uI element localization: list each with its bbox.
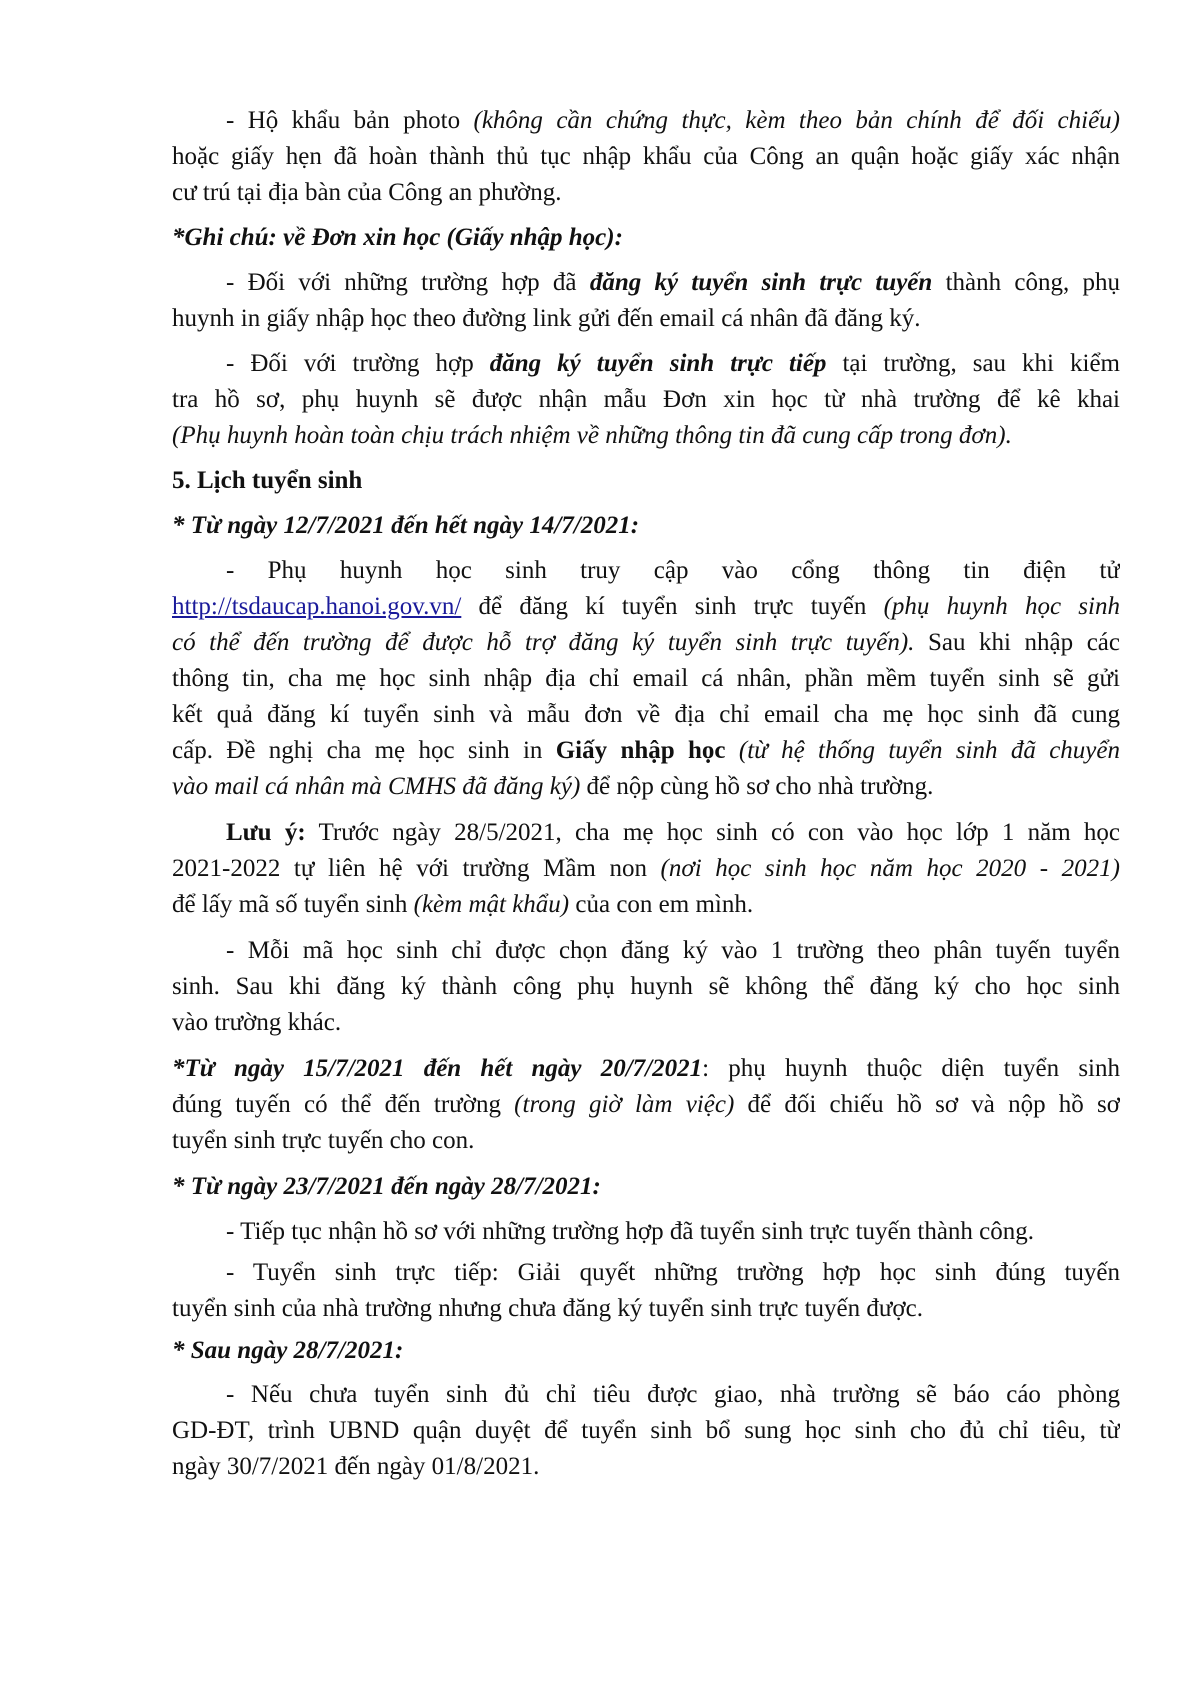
italic-note: (không cần chứng thực, kèm theo bản chính để đối chiếu) (473, 107, 1120, 134)
text: để đối chiếu hồ sơ và nộp hồ sơ (734, 1091, 1120, 1118)
household-line-2: hoặc giấy hẹn đã hoàn thành thủ tục nhập khẩu của Công an quận hoặc giấy xác nhận (172, 143, 1120, 170)
italic-note: (trong giờ làm việc) (514, 1091, 735, 1118)
note-online-line-1 (226, 264, 1120, 302)
text: Sau khi nhập các (914, 629, 1120, 656)
text: - Hộ khẩu bản photo (226, 107, 474, 134)
period-3-line-1: - Tiếp tục nhận hồ sơ với những trường hợp đã tuyển sinh trực tuyến thành công. (226, 1218, 1035, 1245)
text: - Đối với những trường hợp đã (226, 269, 590, 296)
household-line-3: cư trú tại địa bàn của Công an phường. (172, 179, 562, 206)
text: : phụ huynh thuộc diện tuyển sinh (702, 1055, 1120, 1082)
period-4-line-1: - Nếu chưa tuyển sinh đủ chỉ tiêu được giao, nhà trường sẽ báo cáo phòng (226, 1381, 1120, 1408)
text: để nộp cùng hồ sơ cho nhà trường. (580, 773, 934, 800)
text: 2021-2022 tự liên hệ với trường Mầm non (172, 855, 661, 882)
period-1-line-4: thông tin, cha mẹ học sinh nhập địa chỉ email cá nhân, phần mềm tuyển sinh sẽ gửi (172, 665, 1120, 692)
text: - Đối với trường hợp (226, 350, 490, 377)
note-label: Lưu ý: (226, 819, 306, 846)
emphasis: đăng ký tuyển sinh trực tiếp (489, 350, 827, 377)
text: thành công, phụ (932, 269, 1120, 296)
period-3-line-3: tuyển sinh của nhà trường nhưng chưa đăng ký tuyển sinh trực tuyến được. (172, 1295, 923, 1322)
note-line-3 (172, 886, 1120, 924)
period-2-title: *Từ ngày 15/7/2021 đến hết ngày 20/7/2021 (172, 1055, 703, 1082)
text: cấp. Đề nghị cha mẹ học sinh in (172, 737, 556, 764)
period-4-title: * Sau ngày 28/7/2021: (172, 1337, 404, 1364)
italic-note: (nơi học sinh học năm học 2020 - 2021) (660, 855, 1120, 882)
text: Trước ngày 28/5/2021, cha mẹ học sinh có con vào học lớp 1 năm học (305, 819, 1120, 846)
text: để đăng kí tuyển sinh trực tuyến (461, 593, 884, 620)
period-4-line-3: ngày 30/7/2021 đến ngày 01/8/2021. (172, 1453, 540, 1480)
period-1-line-2 (172, 588, 1120, 626)
emphasis: Giấy nhập học (555, 737, 726, 764)
period-1-title: * Từ ngày 12/7/2021 đến hết ngày 14/7/2021: (172, 512, 640, 539)
section-heading: 5. Lịch tuyển sinh (172, 467, 363, 494)
period-4-line-2: GD-ĐT, trình UBND quận duyệt để tuyển sinh bổ sung học sinh cho đủ chỉ tiêu, từ (172, 1417, 1120, 1444)
note-direct-line-3: (Phụ huynh hoàn toàn chịu trách nhiệm về những thông tin đã cung cấp trong đơn). (172, 422, 1012, 449)
italic-note: có thể đến trường để được hỗ trợ đăng ký tuyển sinh trực tuyến). (172, 629, 915, 656)
italic-note: (từ hệ thống tuyển sinh đã chuyển (725, 737, 1120, 764)
note-direct-line-2: tra hồ sơ, phụ huynh sẽ được nhận mẫu Đơn xin học từ nhà trường để kê khai (172, 386, 1120, 413)
note-line-2 (172, 850, 1120, 888)
note-direct-line-1 (226, 345, 1120, 383)
code-line-3: vào trường khác. (172, 1009, 342, 1036)
period-1-line-6 (172, 732, 1120, 770)
period-3-title: * Từ ngày 23/7/2021 đến ngày 28/7/2021: (172, 1173, 601, 1200)
period-1-line-3 (172, 624, 1120, 662)
note-online-line-2: huynh in giấy nhập học theo đường link gửi đến email cá nhân đã đăng ký. (172, 305, 921, 332)
code-line-2: sinh. Sau khi đăng ký thành công phụ huynh sẽ không thể đăng ký cho học sinh (172, 973, 1120, 1000)
italic-note: (kèm mật khẩu) (413, 891, 570, 918)
emphasis: đăng ký tuyển sinh trực tuyến (589, 269, 933, 296)
note-line-1 (226, 814, 1120, 852)
period-1-line-7 (172, 768, 1120, 806)
note-title: *Ghi chú: về Đơn xin học (Giấy nhập học): (172, 224, 623, 251)
registration-portal-link[interactable]: http://tsdaucap.hanoi.gov.vn/ (172, 593, 462, 620)
period-3-line-2: - Tuyển sinh trực tiếp: Giải quyết những trường hợp học sinh đúng tuyến (226, 1259, 1120, 1286)
text: đúng tuyến có thể đến trường (172, 1091, 515, 1118)
italic-note: (phụ huynh học sinh (883, 593, 1120, 620)
household-line-1 (226, 102, 1120, 140)
period-2-line-1 (172, 1050, 1120, 1088)
period-1-line-1: - Phụ huynh học sinh truy cập vào cổng thông tin điện tử (226, 557, 1120, 584)
text: của con em mình. (569, 891, 754, 918)
period-2-line-2 (172, 1086, 1120, 1124)
code-line-1: - Mỗi mã học sinh chỉ được chọn đăng ký vào 1 trường theo phân tuyến tuyển (226, 937, 1120, 964)
italic-note: vào mail cá nhân mà CMHS đã đăng ký) (172, 773, 581, 800)
period-1-line-5: kết quả đăng kí tuyển sinh và mẫu đơn về địa chỉ email cha mẹ học sinh đã cung (172, 701, 1120, 728)
text: để lấy mã số tuyển sinh (172, 891, 414, 918)
period-2-line-3: tuyển sinh trực tuyến cho con. (172, 1127, 475, 1154)
text: tại trường, sau khi kiểm (826, 350, 1120, 377)
